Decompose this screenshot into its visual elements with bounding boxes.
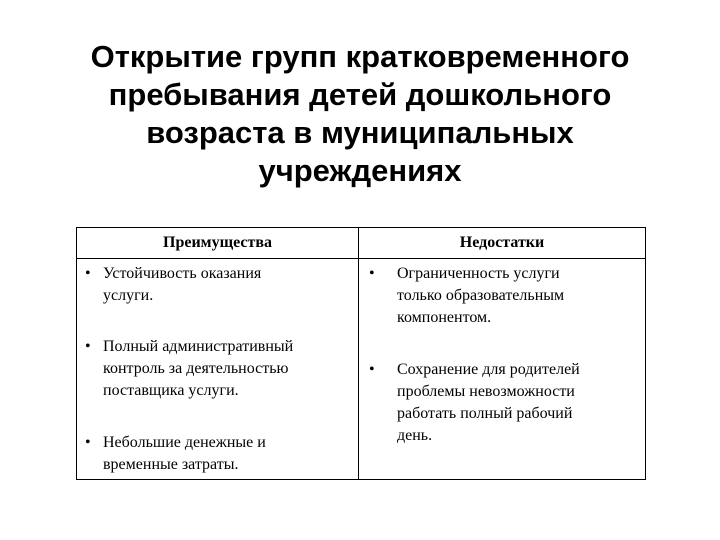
title-line-4: учреждениях [258, 153, 462, 188]
header-advantages: Преимущества [163, 234, 272, 251]
page-title [40, 38, 680, 190]
advantage-item [85, 263, 355, 307]
disadvantage-item [369, 359, 639, 447]
title-line-3: возраста в муниципальных [146, 115, 574, 150]
advantage-text: Небольшие денежные и временные затраты. [103, 434, 266, 473]
disadvantage-text: Ограниченность услуги только образовательным компонентом. [397, 265, 565, 326]
advantage-item [85, 336, 355, 402]
bullet-icon: • [85, 265, 91, 282]
disadvantage-text: Сохранение для родителей проблемы невозможности работать полный рабочий день. [397, 361, 580, 444]
comparison-table [76, 227, 646, 480]
bullet-icon: • [369, 265, 375, 282]
column-divider [358, 228, 359, 479]
advantage-item [85, 432, 355, 476]
header-disadvantages: Недостатки [459, 234, 545, 251]
bullet-icon: • [369, 361, 375, 378]
bullet-icon: • [85, 338, 91, 355]
title-line-2: пребывания детей дошкольного [108, 77, 612, 112]
header-divider [77, 258, 645, 259]
bullet-icon: • [85, 434, 91, 451]
disadvantage-item [369, 263, 639, 329]
advantage-text: Устойчивость оказания услуги. [103, 265, 262, 304]
title-line-1: Открытие групп кратковременного [90, 39, 630, 74]
advantage-text: Полный административный контроль за деятельностью поставщика услуги. [103, 338, 294, 399]
